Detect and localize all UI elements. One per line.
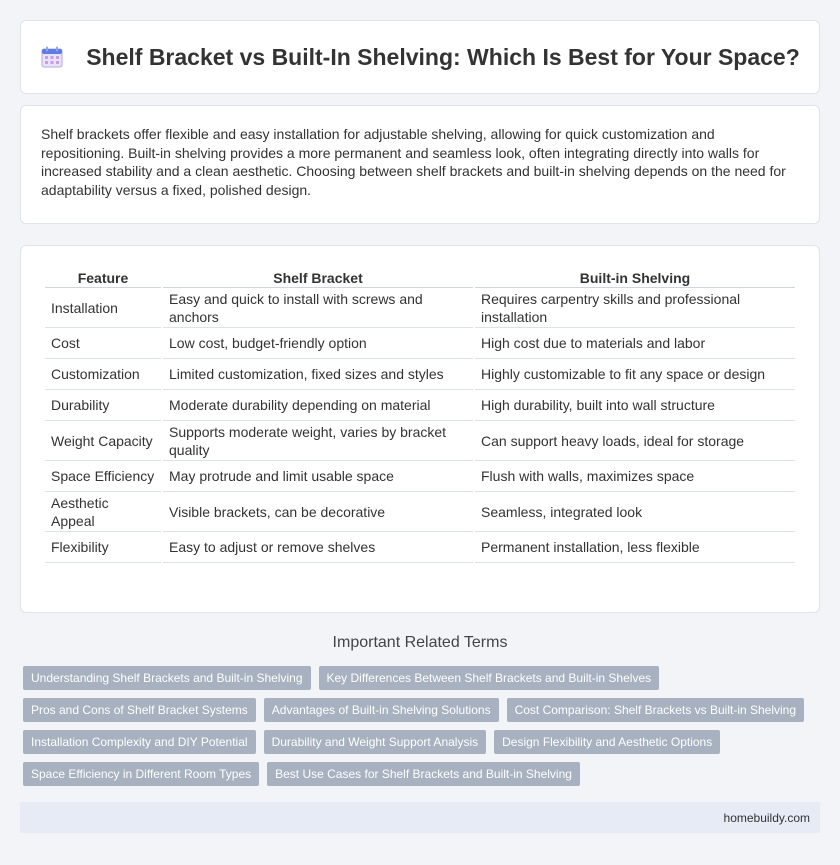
built-in-cell: Flush with walls, maximizes space — [475, 461, 795, 492]
related-tag[interactable]: Best Use Cases for Shelf Brackets and Built-in Shelving — [267, 762, 580, 786]
built-in-cell: Requires carpentry skills and professional installation — [475, 288, 795, 328]
related-tags — [23, 666, 823, 786]
built-in-cell: Highly customizable to fit any space or design — [475, 359, 795, 390]
related-tag[interactable]: Installation Complexity and DIY Potential — [23, 730, 256, 754]
intro-text: Shelf brackets offer flexible and easy installation for adjustable shelving, allowing for quick customization and repositioning. Built-in shelving provides a more permanent and seamless look, often integrating directly into walls for increased stability and a clean aesthetic. Choosing between shelf brackets and built-in shelving depends on the need for adaptability versus a fixed, polished design. — [41, 126, 786, 198]
table-row — [45, 328, 795, 359]
related-tag[interactable]: Cost Comparison: Shelf Brackets vs Built-in Shelving — [507, 698, 804, 722]
built-in-cell: High cost due to materials and labor — [475, 328, 795, 359]
footer-site-link[interactable]: homebuildy.com — [723, 811, 810, 825]
table-row — [45, 492, 795, 532]
shelf-bracket-cell: Easy and quick to install with screws and anchors — [163, 288, 473, 328]
table-row — [45, 359, 795, 390]
feature-cell: Flexibility — [45, 532, 161, 563]
related-tag[interactable]: Space Efficiency in Different Room Types — [23, 762, 259, 786]
shelf-bracket-cell: May protrude and limit usable space — [163, 461, 473, 492]
feature-cell: Space Efficiency — [45, 461, 161, 492]
related-tag[interactable]: Understanding Shelf Brackets and Built-in Shelving — [23, 666, 311, 690]
header-built-in-shelving: Built-in Shelving — [475, 266, 795, 288]
shelf-bracket-cell: Moderate durability depending on material — [163, 390, 473, 421]
table-row — [45, 461, 795, 492]
related-tag[interactable]: Key Differences Between Shelf Brackets and Built-in Shelves — [319, 666, 660, 690]
shelf-bracket-cell: Supports moderate weight, varies by bracket quality — [163, 421, 473, 461]
calendar-icon — [40, 45, 64, 69]
shelf-bracket-cell: Easy to adjust or remove shelves — [163, 532, 473, 563]
built-in-cell: Can support heavy loads, ideal for storage — [475, 421, 795, 461]
header-feature: Feature — [45, 266, 161, 288]
footer — [20, 802, 820, 833]
feature-cell: Durability — [45, 390, 161, 421]
shelf-bracket-cell: Visible brackets, can be decorative — [163, 492, 473, 532]
feature-cell: Weight Capacity — [45, 421, 161, 461]
shelf-bracket-cell: Low cost, budget-friendly option — [163, 328, 473, 359]
built-in-cell: Seamless, integrated look — [475, 492, 795, 532]
page-title: Shelf Bracket vs Built-In Shelving: Which Is Best for Your Space? — [86, 43, 800, 70]
intro-card — [20, 105, 820, 224]
table-header-row — [45, 266, 795, 288]
table-row — [45, 288, 795, 328]
feature-cell: Cost — [45, 328, 161, 359]
comparison-card — [20, 245, 820, 613]
table-row — [45, 421, 795, 461]
title-wrap — [40, 44, 800, 71]
shelf-bracket-cell: Limited customization, fixed sizes and styles — [163, 359, 473, 390]
feature-cell: Installation — [45, 288, 161, 328]
built-in-cell: Permanent installation, less flexible — [475, 532, 795, 563]
built-in-cell: High durability, built into wall structure — [475, 390, 795, 421]
related-terms-title: Important Related Terms — [332, 634, 508, 651]
feature-cell: Customization — [45, 359, 161, 390]
feature-cell: Aesthetic Appeal — [45, 492, 161, 532]
related-tag[interactable]: Design Flexibility and Aesthetic Options — [494, 730, 720, 754]
table-row — [45, 532, 795, 563]
related-tag[interactable]: Durability and Weight Support Analysis — [264, 730, 487, 754]
related-tag[interactable]: Pros and Cons of Shelf Bracket Systems — [23, 698, 256, 722]
header-card — [20, 20, 820, 94]
table-row — [45, 390, 795, 421]
comparison-table — [43, 266, 797, 563]
related-tag[interactable]: Advantages of Built-in Shelving Solutions — [264, 698, 499, 722]
header-shelf-bracket: Shelf Bracket — [163, 266, 473, 288]
